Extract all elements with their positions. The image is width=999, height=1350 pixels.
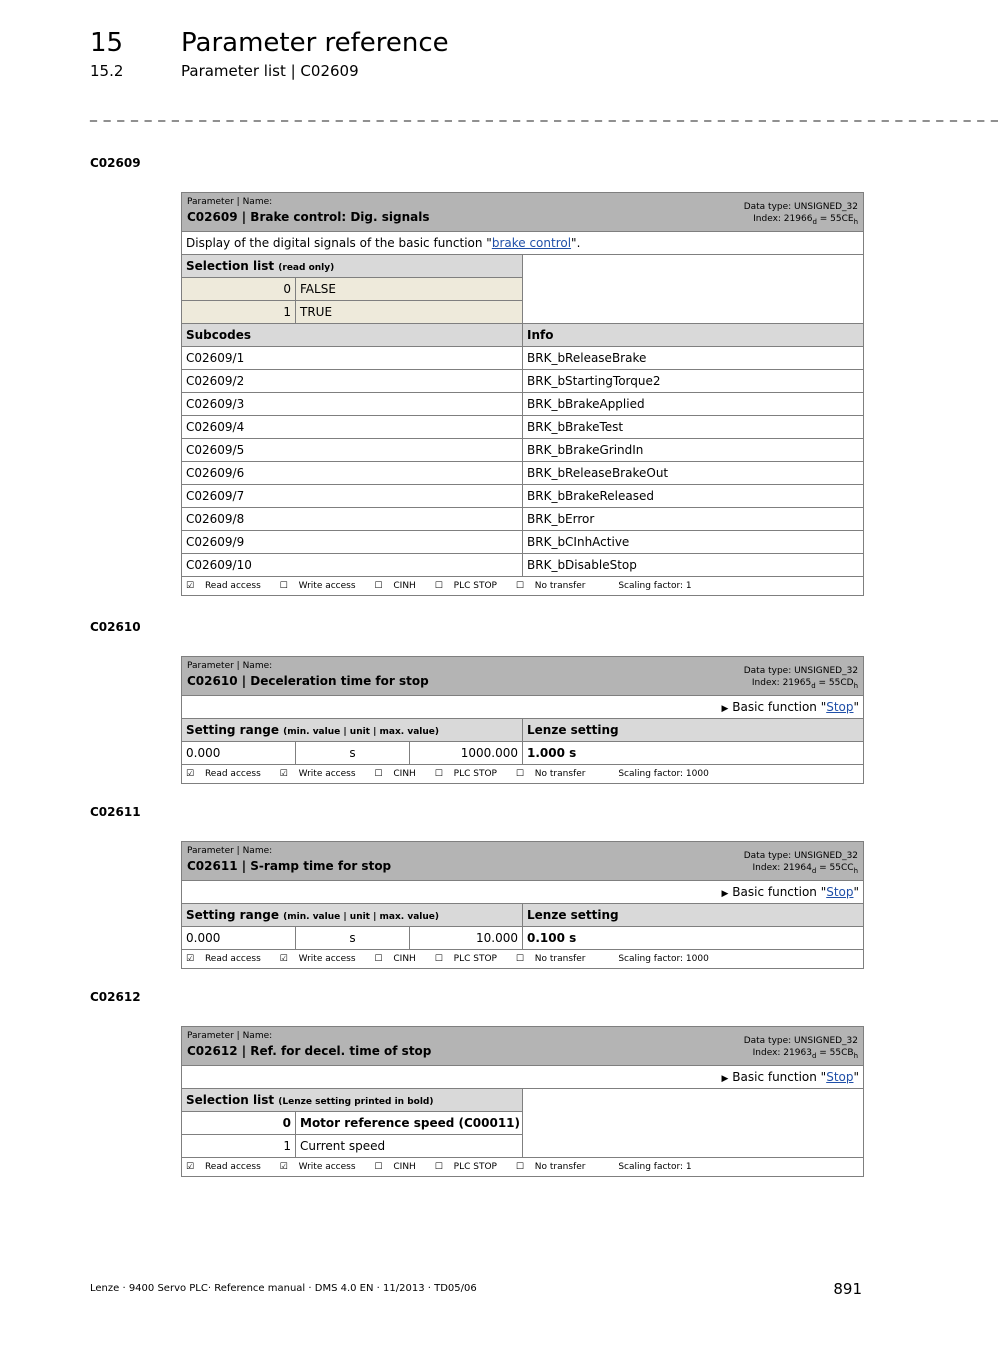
brake-control-link[interactable]: brake control — [491, 236, 572, 250]
cinh-flag: ☐ CINH — [374, 954, 416, 964]
plc-stop-flag: ☐ PLC STOP — [434, 581, 497, 591]
param-name-label: Parameter | Name: — [187, 196, 273, 207]
selection-value: 0 — [182, 1112, 296, 1135]
plc-stop-flag: ☐ PLC STOP — [434, 769, 497, 779]
read-access-flag: ☑ Read access — [186, 1162, 261, 1172]
no-transfer-flag: ☐ No transfer — [515, 581, 586, 591]
empty-cell — [523, 255, 864, 324]
page-footer-text: Lenze · 9400 Servo PLC· Reference manual · DMS 4.0 EN · 11/2013 · TD05/06 — [90, 1283, 477, 1294]
access-flags — [182, 577, 864, 596]
param-table-c02612 — [181, 1026, 864, 1177]
data-type: Data type: UNSIGNED_32 — [743, 201, 859, 212]
param-heading-c02610: C02610 — [90, 620, 141, 634]
selection-value: 1 — [182, 1135, 296, 1158]
param-name: C02609 | Brake control: Dig. signals — [187, 209, 430, 224]
setting-range-header: Setting range (min. value | unit | max. value) — [182, 719, 523, 742]
index: Index: $21966_d = 55CE_h$ — [753, 213, 859, 226]
no-transfer-flag: ☐ No transfer — [515, 954, 586, 964]
param-name-label: Parameter | Name: — [187, 660, 273, 671]
subcode: C02609/4 — [182, 416, 523, 439]
chapter-number: 15 — [90, 28, 124, 58]
table-row — [182, 531, 864, 554]
param-name: C02610 | Deceleration time for stop — [187, 673, 429, 688]
no-transfer-flag: ☐ No transfer — [515, 1162, 586, 1172]
table-row — [182, 485, 864, 508]
scaling-factor: Scaling factor: 1000 — [618, 769, 709, 779]
table-row — [182, 462, 864, 485]
subcode: C02609/10 — [182, 554, 523, 577]
write-access-flag: ☑ Write access — [279, 769, 356, 779]
chapter-title: Parameter reference — [181, 28, 449, 58]
subcode: C02609/8 — [182, 508, 523, 531]
index: Index: $21964_d = 55CC_h$ — [752, 862, 859, 875]
arrow-right-icon: ▶ — [721, 1074, 729, 1084]
section-number: 15.2 — [90, 62, 124, 80]
unit: s — [296, 742, 410, 765]
param-heading-c02609: C02609 — [90, 156, 141, 170]
no-transfer-flag: ☐ No transfer — [515, 769, 586, 779]
data-type: Data type: UNSIGNED_32 — [743, 665, 859, 676]
param-name-label: Parameter | Name: — [187, 845, 273, 856]
stop-link[interactable]: Stop — [826, 885, 854, 899]
table-row — [182, 393, 864, 416]
subcode-info: BRK_bStartingTorque2 — [523, 370, 864, 393]
basic-function-ref: ▶ Basic function "Stop" — [182, 881, 864, 904]
subcode-info: BRK_bError — [523, 508, 864, 531]
index: Index: $21963_d = 55CB_h$ — [752, 1047, 859, 1060]
stop-link[interactable]: Stop — [826, 1070, 854, 1084]
cinh-flag: ☐ CINH — [374, 1162, 416, 1172]
subcode-info: BRK_bReleaseBrake — [523, 347, 864, 370]
access-flags — [182, 950, 864, 969]
unit: s — [296, 927, 410, 950]
section-title: Parameter list | C02609 — [181, 62, 359, 80]
param-header — [182, 657, 864, 696]
table-row — [182, 416, 864, 439]
access-flags — [182, 765, 864, 784]
param-description: Display of the digital signals of the basic function "brake control". — [182, 232, 864, 255]
cinh-flag: ☐ CINH — [374, 769, 416, 779]
param-table-c02610 — [181, 656, 864, 784]
subcode: C02609/1 — [182, 347, 523, 370]
selection-value: 0 — [182, 278, 296, 301]
scaling-factor: Scaling factor: 1000 — [618, 954, 709, 964]
max-value: 10.000 — [410, 927, 523, 950]
param-header — [182, 842, 864, 881]
subcode: C02609/3 — [182, 393, 523, 416]
selection-label: Current speed — [296, 1135, 523, 1158]
subcode-info: BRK_bBrakeReleased — [523, 485, 864, 508]
table-row — [182, 508, 864, 531]
min-value: 0.000 — [182, 742, 296, 765]
data-type: Data type: UNSIGNED_32 — [743, 1035, 859, 1046]
lenze-setting-value: 0.100 s — [523, 927, 864, 950]
subcode-info: BRK_bDisableStop — [523, 554, 864, 577]
arrow-right-icon: ▶ — [721, 704, 729, 714]
page-number: 891 — [833, 1280, 862, 1298]
selection-label: Motor reference speed (C00011) — [296, 1112, 523, 1135]
read-access-flag: ☑ Read access — [186, 954, 261, 964]
scaling-factor: Scaling factor: 1 — [618, 1162, 692, 1172]
separator-line: _ _ _ _ _ _ _ _ _ _ _ _ _ _ _ _ _ _ _ _ _ _ _ _ _ _ _ _ _ _ _ _ _ _ _ _ _ _ _ _ _ _ _ _ _ _ _ _ _ _ _ _ _ _ _ _ _ _ _ _ _ _ _ _ _ _ _ — [90, 106, 999, 122]
lenze-setting-header: Lenze setting — [523, 904, 864, 927]
param-name-label: Parameter | Name: — [187, 1030, 273, 1041]
subcode-info: BRK_bBrakeTest — [523, 416, 864, 439]
table-row — [182, 347, 864, 370]
subcode: C02609/6 — [182, 462, 523, 485]
min-value: 0.000 — [182, 927, 296, 950]
subcode-info: BRK_bBrakeGrindIn — [523, 439, 864, 462]
basic-function-ref: ▶ Basic function "Stop" — [182, 696, 864, 719]
param-table-c02611 — [181, 841, 864, 969]
subcode-info: BRK_bReleaseBrakeOut — [523, 462, 864, 485]
cinh-flag: ☐ CINH — [374, 581, 416, 591]
subcode: C02609/2 — [182, 370, 523, 393]
index: Index: $21965_d = 55CD_h$ — [751, 677, 859, 690]
selection-label: TRUE — [296, 301, 523, 324]
subcode: C02609/7 — [182, 485, 523, 508]
param-name: C02611 | S-ramp time for stop — [187, 858, 392, 873]
table-row — [182, 370, 864, 393]
param-table-c02609 — [181, 192, 864, 596]
table-row — [182, 554, 864, 577]
lenze-setting-header: Lenze setting — [523, 719, 864, 742]
empty-cell — [523, 1089, 864, 1158]
plc-stop-flag: ☐ PLC STOP — [434, 954, 497, 964]
subcode: C02609/9 — [182, 531, 523, 554]
scaling-factor: Scaling factor: 1 — [618, 581, 692, 591]
info-header: Info — [523, 324, 864, 347]
subcode: C02609/5 — [182, 439, 523, 462]
stop-link[interactable]: Stop — [826, 700, 854, 714]
max-value: 1000.000 — [410, 742, 523, 765]
param-heading-c02611: C02611 — [90, 805, 141, 819]
write-access-flag: ☐ Write access — [279, 581, 356, 591]
param-name: C02612 | Ref. for decel. time of stop — [187, 1043, 432, 1058]
lenze-setting-value: 1.000 s — [523, 742, 864, 765]
param-header — [182, 1027, 864, 1066]
selection-list-header: Selection list (Lenze setting printed in bold) — [182, 1089, 523, 1112]
param-heading-c02612: C02612 — [90, 990, 141, 1004]
table-row — [182, 439, 864, 462]
read-access-flag: ☑ Read access — [186, 769, 261, 779]
plc-stop-flag: ☐ PLC STOP — [434, 1162, 497, 1172]
selection-label: FALSE — [296, 278, 523, 301]
data-type: Data type: UNSIGNED_32 — [743, 850, 859, 861]
subcodes-header: Subcodes — [182, 324, 523, 347]
subcode-info: BRK_bCInhActive — [523, 531, 864, 554]
setting-range-header: Setting range (min. value | unit | max. value) — [182, 904, 523, 927]
read-access-flag: ☑ Read access — [186, 581, 261, 591]
write-access-flag: ☑ Write access — [279, 954, 356, 964]
subcode-info: BRK_bBrakeApplied — [523, 393, 864, 416]
param-header — [182, 193, 864, 232]
arrow-right-icon: ▶ — [721, 889, 729, 899]
selection-list-header: Selection list (read only) — [182, 255, 523, 278]
basic-function-ref: ▶ Basic function "Stop" — [182, 1066, 864, 1089]
write-access-flag: ☑ Write access — [279, 1162, 356, 1172]
access-flags — [182, 1158, 864, 1177]
selection-value: 1 — [182, 301, 296, 324]
